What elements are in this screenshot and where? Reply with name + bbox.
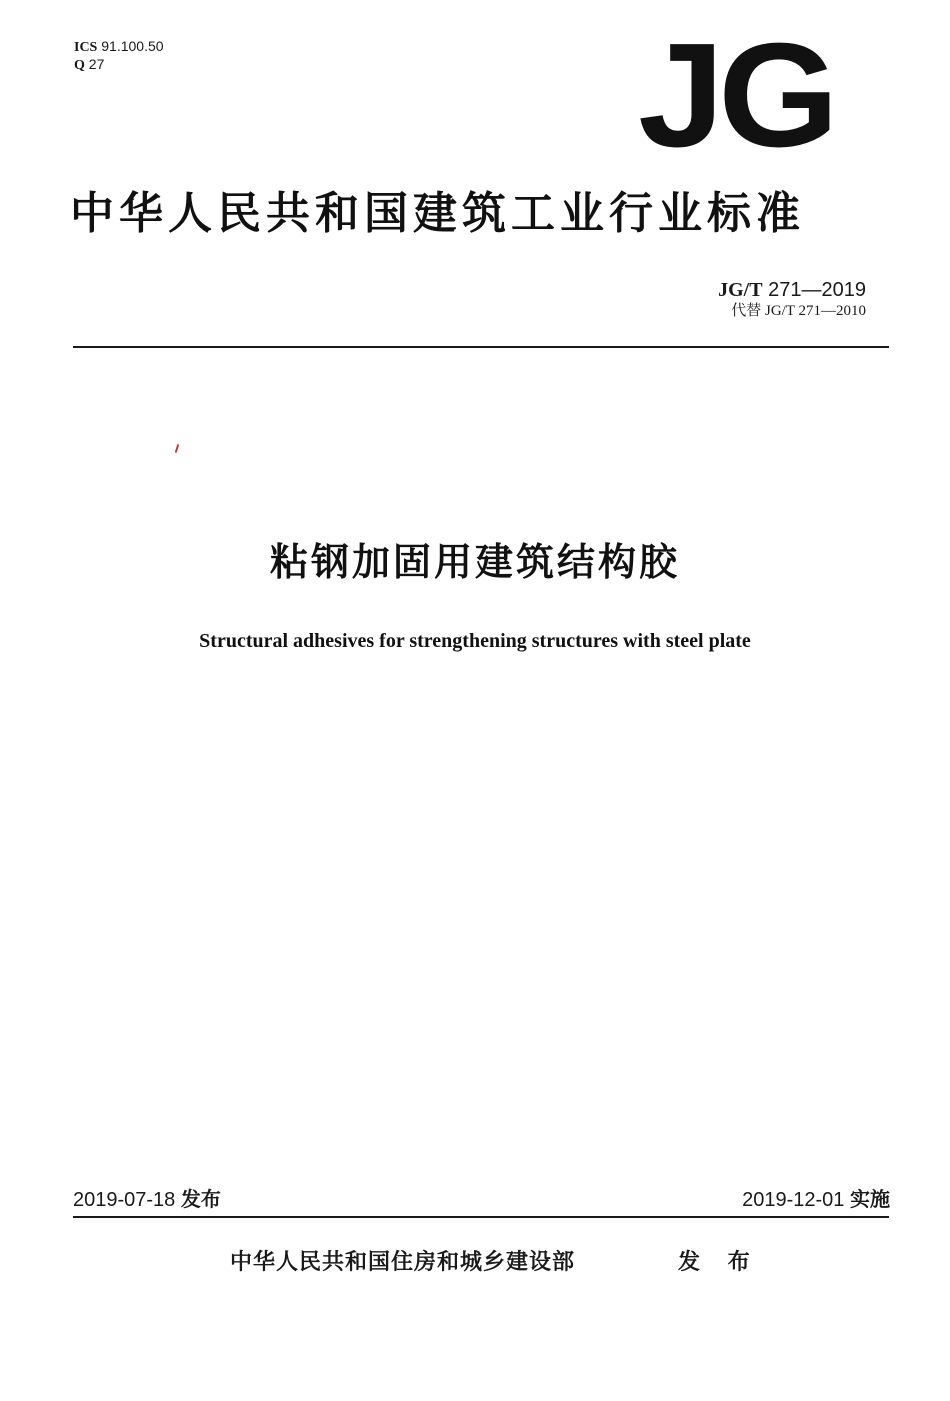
ics-code: 91.100.50 (101, 38, 164, 54)
standard-category-title: 中华人民共和国建筑工业行业标准 (70, 188, 805, 239)
ics-classification (74, 38, 164, 56)
ccs-code: 27 (88, 56, 105, 72)
bottom-divider (73, 1216, 889, 1218)
issue-label: 发布 (180, 1187, 221, 1211)
red-pen-mark (175, 444, 180, 453)
document-title-english: Structural adhesives for strengthening structures with steel plate (199, 630, 751, 652)
document-title-chinese: 粘钢加固用建筑结构胶 (269, 540, 680, 584)
implement-label: 实施 (850, 1187, 890, 1211)
top-divider (73, 346, 889, 348)
standard-prefix: JG/T (718, 279, 763, 301)
replaces-standard: 代替 JG/T 271—2010 (731, 303, 866, 319)
implement-date-line (742, 1186, 890, 1213)
standard-code: 271—2019 (768, 279, 866, 301)
implement-date: 2019-12-01 (742, 1189, 845, 1211)
publish-label: 发 布 (678, 1250, 760, 1275)
jg-logo: JG (638, 13, 833, 178)
ics-label: ICS (74, 40, 98, 55)
standard-number (718, 278, 866, 302)
issue-date-line (73, 1186, 221, 1213)
issue-date: 2019-07-18 (73, 1189, 176, 1211)
publisher-name: 中华人民共和国住房和城乡建设部 (230, 1250, 576, 1275)
ccs-label: Q (74, 58, 85, 73)
ccs-classification (74, 56, 104, 74)
